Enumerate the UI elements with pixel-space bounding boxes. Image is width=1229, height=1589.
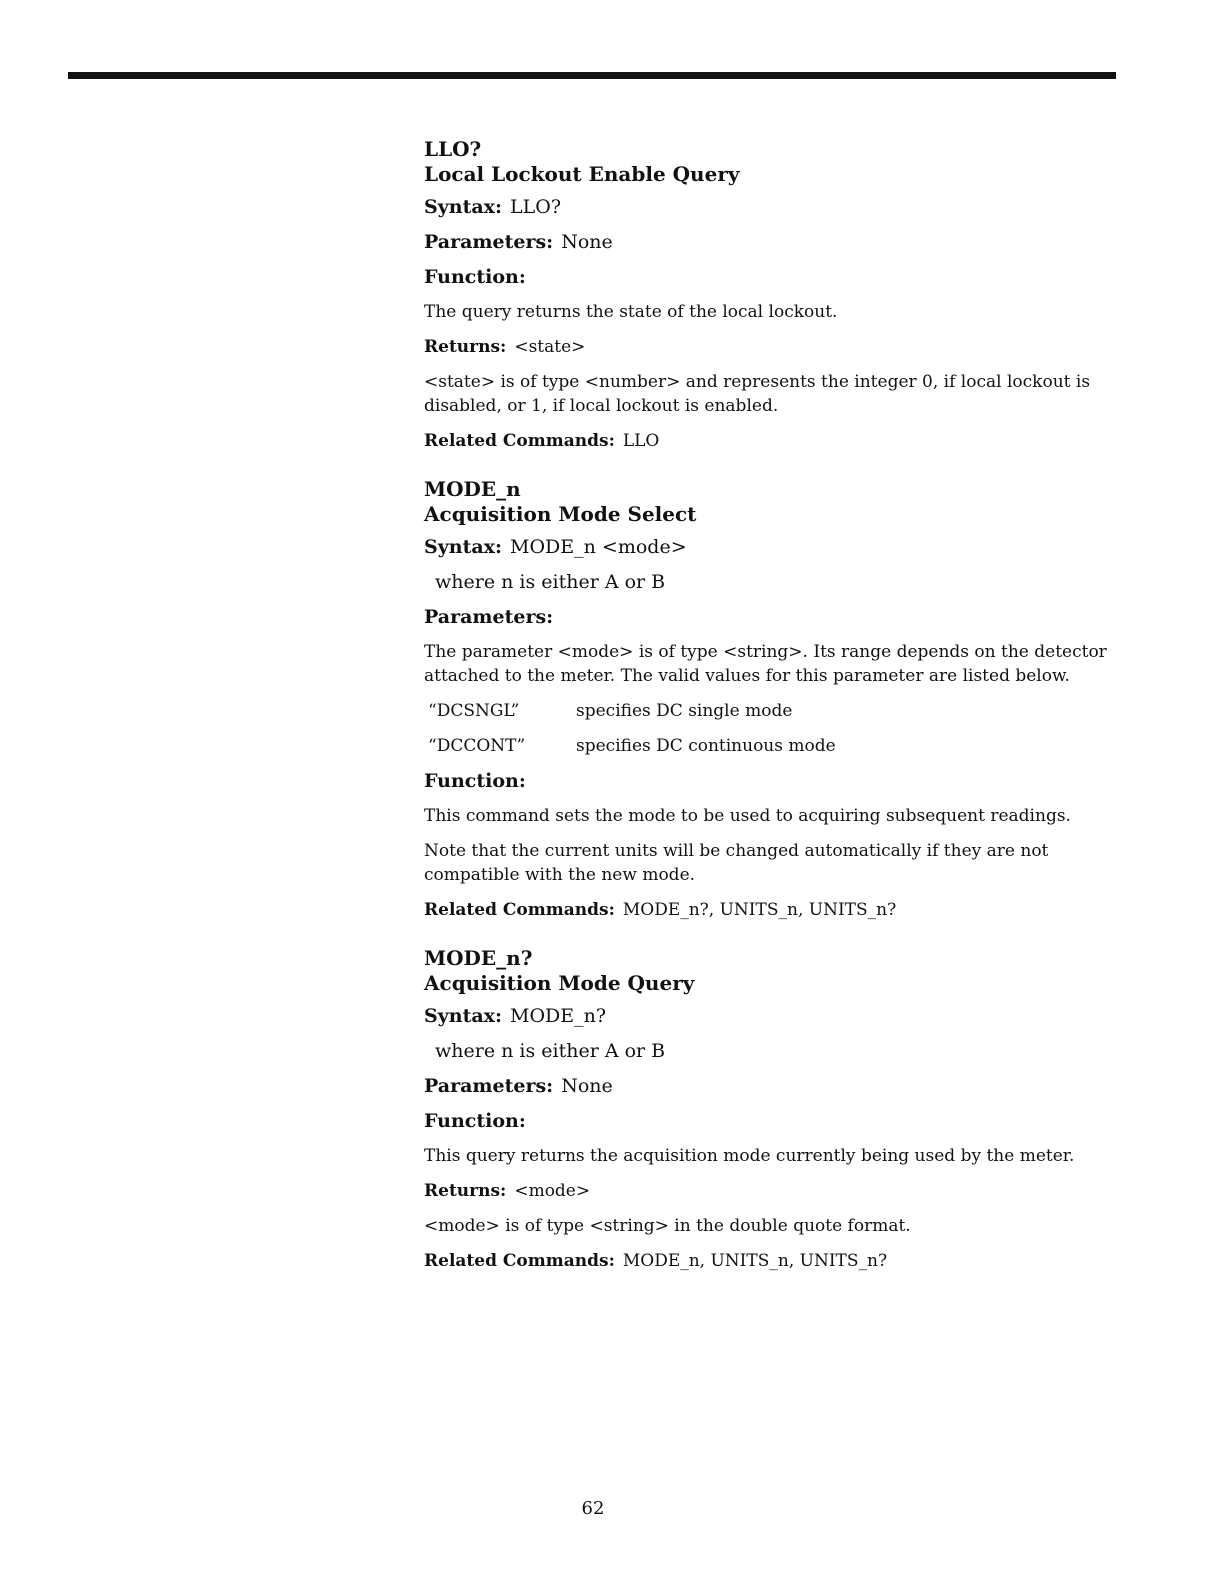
syntax-label: Syntax: [424, 536, 503, 558]
page-number: 62 [581, 1498, 605, 1519]
syntax-value: LLO? [510, 196, 562, 218]
function-heading: Function: [424, 1110, 526, 1132]
function-text: This query returns the acquisition mode currently being used by the meter. [424, 1146, 1075, 1166]
related-value: LLO [622, 431, 660, 451]
syntax-where: where n is either A or B [435, 571, 666, 593]
syntax-label: Syntax: [424, 196, 503, 218]
command-mode-n-query [424, 946, 1114, 1273]
function-heading: Function: [424, 770, 526, 792]
syntax-row [424, 535, 1114, 559]
related-commands-row [424, 429, 1114, 453]
function-heading: Function: [424, 266, 526, 288]
parameters-heading: Parameters: [424, 606, 554, 628]
related-label: Related Commands: [424, 1251, 615, 1271]
returns-value: <state> [514, 337, 586, 357]
returns-description: <state> is of type <number> and represents the integer 0, if local lockout is disabled, or 1, if local lockout is enabled. [424, 372, 1091, 416]
parameters-row [424, 1074, 1114, 1098]
parameter-value-row [426, 699, 1114, 723]
related-value: MODE_n, UNITS_n, UNITS_n? [622, 1251, 888, 1271]
function-text: The query returns the state of the local lockout. [424, 302, 838, 322]
returns-description: <mode> is of type <string> in the double quote format. [424, 1216, 911, 1236]
syntax-label: Syntax: [424, 1005, 503, 1027]
parameter-value-desc: specifies DC continuous mode [576, 736, 836, 756]
command-name: LLO? [424, 137, 482, 161]
command-name: MODE_n? [424, 946, 533, 970]
command-name: MODE_n [424, 477, 521, 501]
parameter-value-desc: specifies DC single mode [576, 701, 793, 721]
command-mode-n [424, 477, 1114, 922]
parameters-value: None [561, 1075, 613, 1097]
command-title: Local Lockout Enable Query [424, 162, 740, 186]
syntax-value: MODE_n <mode> [510, 536, 687, 558]
command-title: Acquisition Mode Select [424, 502, 697, 526]
returns-row [424, 1179, 1114, 1203]
parameter-value: “DCCONT” [428, 736, 526, 756]
parameter-value-row [426, 734, 1114, 758]
returns-value: <mode> [514, 1181, 591, 1201]
page-content [424, 137, 1114, 1297]
parameters-label: Parameters: [424, 231, 554, 253]
function-text: This command sets the mode to be used to acquiring subsequent readings. [424, 806, 1071, 826]
returns-row [424, 335, 1114, 359]
related-commands-row [424, 898, 1114, 922]
related-value: MODE_n?, UNITS_n, UNITS_n? [622, 900, 897, 920]
related-commands-row [424, 1249, 1114, 1273]
related-label: Related Commands: [424, 900, 615, 920]
returns-label: Returns: [424, 1181, 507, 1201]
parameter-value: “DCSNGL” [428, 701, 520, 721]
syntax-value: MODE_n? [510, 1005, 607, 1027]
syntax-where: where n is either A or B [435, 1040, 666, 1062]
top-rule [68, 72, 1116, 79]
syntax-row [424, 195, 1114, 219]
function-note: Note that the current units will be changed automatically if they are not compatible with the new mode. [424, 841, 1049, 885]
command-llo-query [424, 137, 1114, 453]
parameters-description: The parameter <mode> is of type <string>. Its range depends on the detector attached to the meter. The valid values for this parameter are listed below. [424, 642, 1107, 686]
parameter-values-list [424, 699, 1114, 758]
parameters-label: Parameters: [424, 1075, 554, 1097]
parameters-row [424, 230, 1114, 254]
parameters-value: None [561, 231, 613, 253]
related-label: Related Commands: [424, 431, 615, 451]
command-title: Acquisition Mode Query [424, 971, 695, 995]
returns-label: Returns: [424, 337, 507, 357]
syntax-row [424, 1004, 1114, 1028]
